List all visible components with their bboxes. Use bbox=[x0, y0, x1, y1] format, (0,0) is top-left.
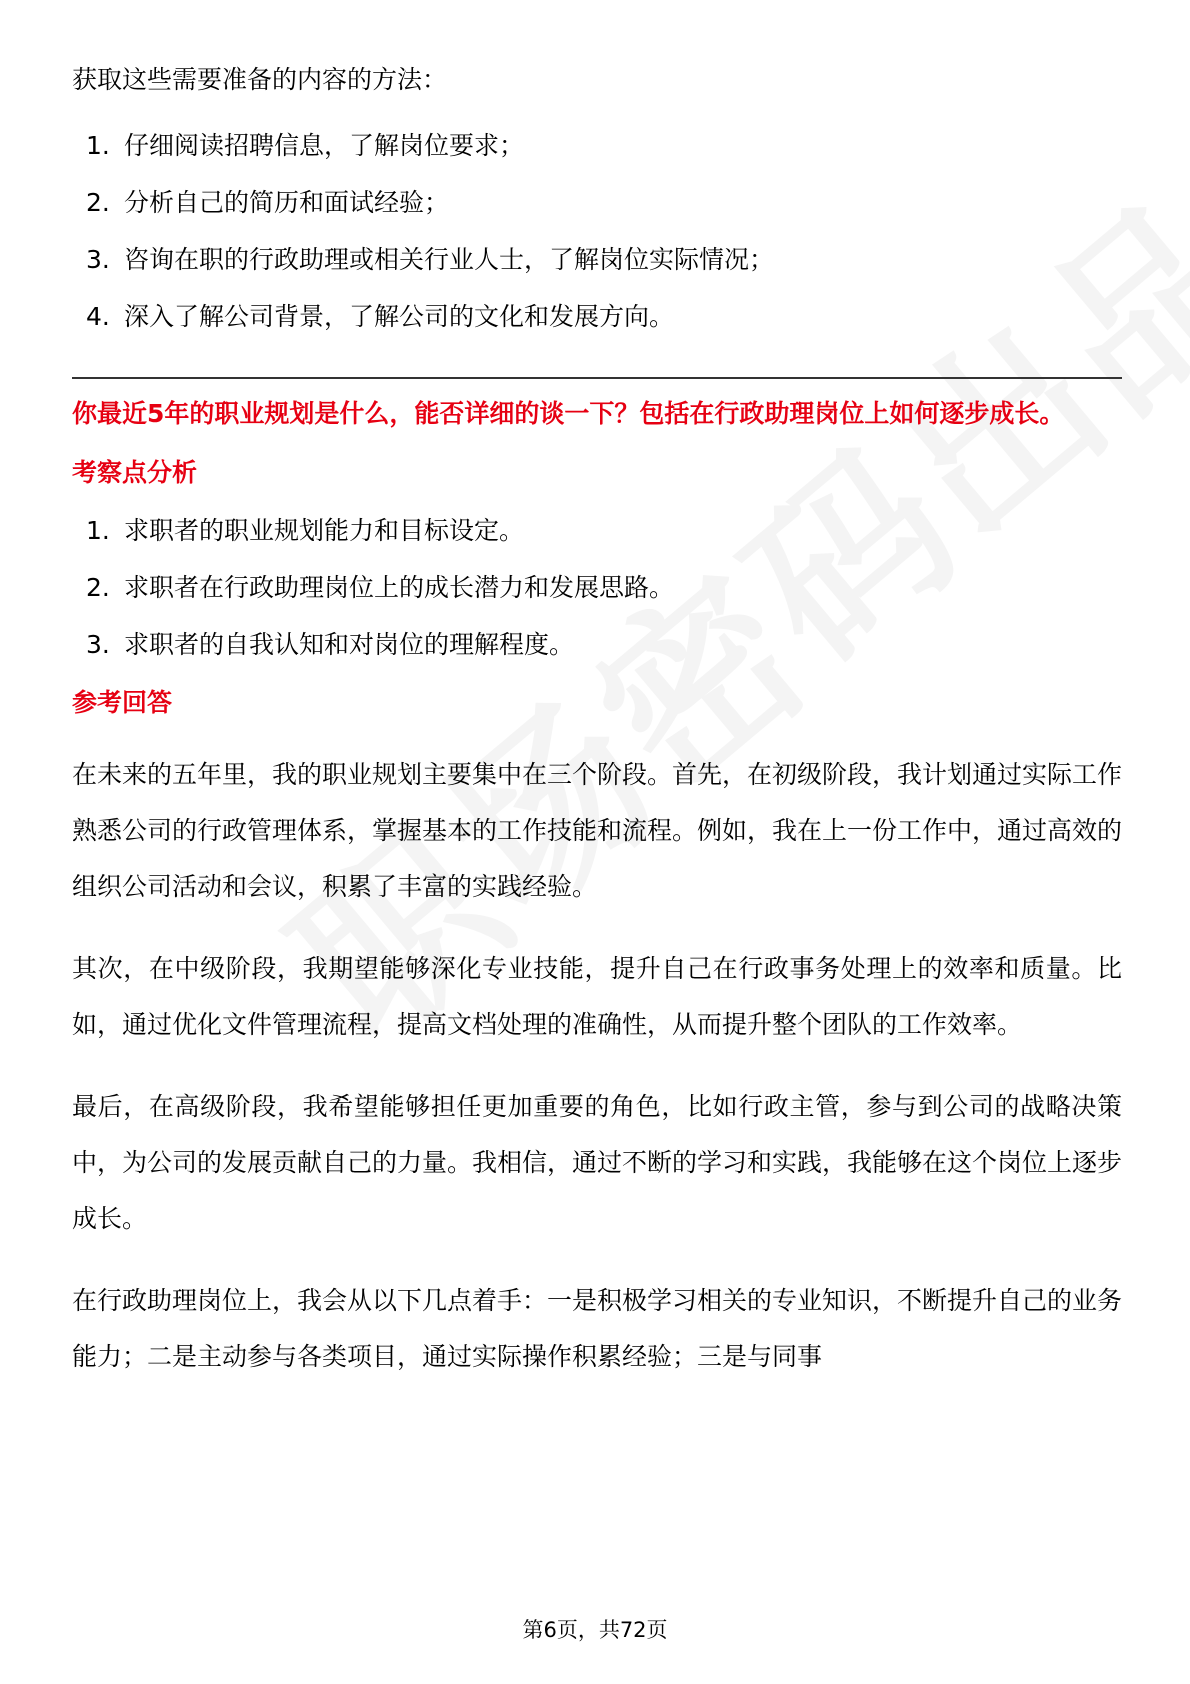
list-number: 1. bbox=[86, 516, 110, 545]
list-item bbox=[72, 511, 1122, 551]
list-number: 2. bbox=[86, 573, 110, 602]
list-text: 仔细阅读招聘信息，了解岗位要求； bbox=[124, 131, 525, 160]
list-number: 2. bbox=[86, 188, 110, 217]
prep-steps-list bbox=[72, 126, 1122, 337]
answer-paragraph: 其次，在中级阶段，我期望能够深化专业技能，提升自己在行政事务处理上的效率和质量。比如，通过优化文件管理流程，提高文档处理的准确性，从而提升整个团队的工作效率。 bbox=[72, 954, 1122, 1039]
list-number: 3. bbox=[86, 245, 110, 274]
list-item bbox=[72, 625, 1122, 665]
list-number: 3. bbox=[86, 630, 110, 659]
intro-text: 获取这些需要准备的内容的方法： bbox=[72, 65, 448, 94]
list-text: 求职者的职业规划能力和目标设定。 bbox=[124, 516, 525, 545]
page-number: 第6页，共72页 bbox=[522, 1618, 668, 1642]
list-text: 咨询在职的行政助理或相关行业人士，了解岗位实际情况； bbox=[124, 245, 775, 274]
page-content bbox=[72, 58, 1122, 1411]
list-number: 1. bbox=[86, 131, 110, 160]
list-item bbox=[72, 183, 1122, 223]
answer-paragraph: 在未来的五年里，我的职业规划主要集中在三个阶段。首先，在初级阶段，我计划通过实际工作熟悉公司的行政管理体系，掌握基本的工作技能和流程。例如，我在上一份工作中，通过高效的组织公司活动和会议，积累了丰富的实践经验。 bbox=[72, 760, 1123, 901]
section-divider bbox=[72, 377, 1122, 379]
list-item bbox=[72, 297, 1122, 337]
analysis-points-list bbox=[72, 511, 1122, 665]
answer-paragraph: 在行政助理岗位上，我会从以下几点着手：一是积极学习相关的专业知识，不断提升自己的业务能力；二是主动参与各类项目，通过实际操作积累经验；三是与同事 bbox=[72, 1286, 1123, 1371]
list-item bbox=[72, 568, 1122, 608]
list-item bbox=[72, 240, 1122, 280]
list-text: 求职者的自我认知和对岗位的理解程度。 bbox=[124, 630, 575, 659]
interview-question: 你最近5年的职业规划是什么，能否详细的谈一下？包括在行政助理岗位上如何逐步成长。 bbox=[72, 399, 1065, 428]
answer-heading: 参考回答 bbox=[72, 688, 173, 717]
answer-paragraph: 最后，在高级阶段，我希望能够担任更加重要的角色，比如行政主管，参与到公司的战略决策中，为公司的发展贡献自己的力量。我相信，通过不断的学习和实践，我能够在这个岗位上逐步成长。 bbox=[72, 1092, 1123, 1233]
list-item bbox=[72, 126, 1122, 166]
list-number: 4. bbox=[86, 302, 110, 331]
list-text: 分析自己的简历和面试经验； bbox=[124, 188, 450, 217]
list-text: 深入了解公司背景，了解公司的文化和发展方向。 bbox=[124, 302, 675, 331]
analysis-heading: 考察点分析 bbox=[72, 458, 198, 487]
list-text: 求职者在行政助理岗位上的成长潜力和发展思路。 bbox=[124, 573, 675, 602]
